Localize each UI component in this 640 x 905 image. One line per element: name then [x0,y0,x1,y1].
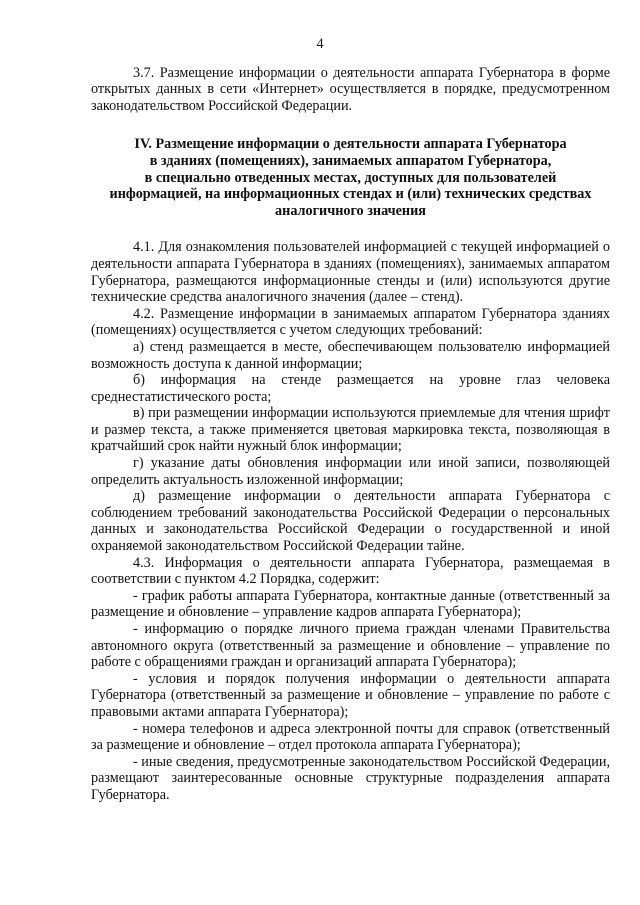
section-title-line: информацией, на информационных стендах и (или) технических средствах [109,186,592,203]
section-title-line: IV. Размещение информации о деятельности аппарата Губернатора [134,136,567,153]
content-item-other: - иные сведения, предусмотренные законодательством Российской Федерации, размещают заинтересованные основные структурные подразделения аппарата Губернатора. [91,753,610,803]
content-item-contacts: - номера телефонов и адреса электронной почты для справок (ответственный за размещение и обновление – отдел протокола аппарата Губернатора); [91,720,610,754]
paragraph-4-2: 4.2. Размещение информации в занимаемых аппаратом Губернатора зданиях (помещениях) осуществляется с учетом следующих требований: [91,305,610,339]
content-item-reception: - информацию о порядке личного приема граждан членами Правительства автономного округа (ответственный за размещение и обновление – управление по работе с обращениями граждан и организаций аппарата Губернатора); [91,621,610,671]
page-number: 4 [316,36,324,52]
content-item-schedule: - график работы аппарата Губернатора, контактные данные (ответственный за размещение и обновление – управление кадров аппарата Губернатора); [91,587,610,621]
paragraph-4-1: 4.1. Для ознакомления пользователей информацией с текущей информацией о деятельности аппарата Губернатора в зданиях (помещениях), занимаемых аппаратом Губернатора, размещаются информационные стенды и (или) используются другие технические средства аналогичного значения (далее – стенд). [91,239,610,306]
paragraph-4-3: 4.3. Информация о деятельности аппарата Губернатора, размещаемая в соответствии с пунктом 4.2 Порядка, содержит: [91,554,610,588]
requirement-g: г) указание даты обновления информации или иной записи, позволяющей определить актуальность изложенной информации; [91,455,610,488]
section-title-line: в зданиях (помещениях), занимаемых аппаратом Губернатора, [149,152,552,169]
requirement-a: а) стенд размещается в месте, обеспечивающем пользователю информацией возможность доступа к данной информации; [91,338,610,372]
section-title-line: в специально отведенных местах, доступных для пользователей [144,169,557,186]
requirement-d: д) размещение информации о деятельности аппарата Губернатора с соблюдением требований законодательства Российской Федерации о персональных данных и законодательства Российской Федерации о государственной и иной охраняемой законодательством Российской Федерации тайне. [91,488,610,555]
section-title [91,136,610,219]
paragraph-3-7: 3.7. Размещение информации о деятельности аппарата Губернатора в форме открытых данных в сети «Интернет» осуществляется в порядке, предусмотренном законодательством Российской Федерации. [91,64,610,114]
content-item-conditions: - условия и порядок получения информации о деятельности аппарата Губернатора (ответственный за размещение и обновление – управление по работе с правовыми актами аппарата Губернатора); [91,670,610,720]
section-title-line: аналогичного значения [275,202,426,219]
requirement-b: б) информация на стенде размещается на уровне глаз человека среднестатистического роста; [91,372,610,405]
requirement-v: в) при размещении информации используются приемлемые для чтения шрифт и размер текста, а также применяется цветовая маркировка текста, позволяющая в кратчайший срок найти нужный блок информации; [91,405,610,455]
